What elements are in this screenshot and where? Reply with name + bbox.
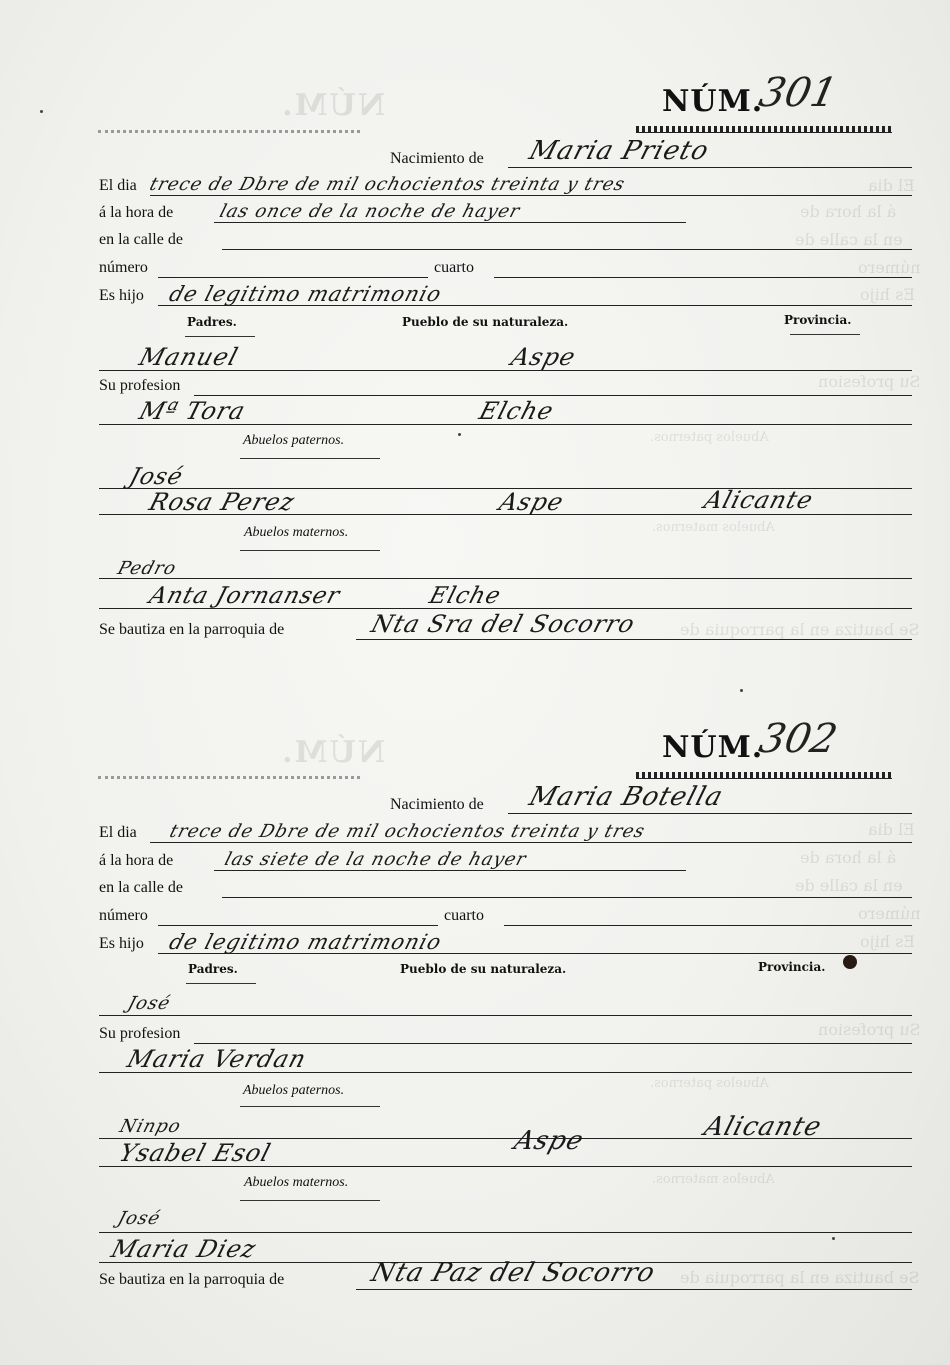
abuelo-p: José (126, 464, 187, 490)
hijo-label: Es hijo (99, 935, 144, 952)
abuelos-maternos-underline (240, 550, 380, 551)
madre-name: Maria Verdan (123, 1045, 310, 1073)
bleed-hijo-bottom: Es hijo (860, 932, 915, 951)
abuelo-m-line (99, 1232, 912, 1233)
cuarto-line (494, 277, 912, 278)
calle-label: en la calle de (99, 231, 183, 248)
abuela-p-provincia: Alicante (700, 486, 817, 514)
bleed-numero-bottom: número (858, 904, 921, 923)
el-dia-value: trece de Dbre de mil ochocientos treinta y tres (167, 821, 648, 842)
calle-line (222, 897, 912, 898)
col-padres: Padres. (187, 315, 237, 329)
nacimiento-line (508, 813, 912, 814)
record-num-underline (636, 772, 892, 779)
abuelos-paternos-underline (240, 1106, 380, 1107)
el-dia-label: El dia (99, 177, 137, 194)
record-num-label: NÚM. (662, 730, 764, 765)
abuelos-paternos-underline (240, 458, 380, 459)
calle-label: en la calle de (99, 879, 183, 896)
numero-label: número (99, 259, 148, 276)
record-num-label: NÚM. (662, 84, 764, 119)
bleed-num-bottom: NÚM. (280, 735, 386, 770)
abuelo-m-line (99, 578, 912, 579)
paper-speck (832, 1237, 835, 1240)
madre-pueblo: Elche (475, 397, 558, 425)
bautiza-line (356, 1289, 912, 1290)
bautiza-line (356, 639, 912, 640)
abuelo-p: Ninpo (117, 1116, 184, 1137)
cuarto-line (504, 925, 912, 926)
col-pueblo: Pueblo de su naturaleza. (402, 315, 569, 329)
abuelo-p-provincia: Alicante (700, 1112, 826, 1142)
paper-speck (458, 433, 461, 436)
record-dotted-separator (98, 130, 360, 133)
record-dotted-separator (98, 776, 360, 779)
abuela-m: Anta Jornanser (146, 583, 344, 609)
bleed-profesion-top: Su profesion (818, 372, 921, 391)
nacimiento-label: Nacimiento de (390, 150, 484, 167)
abuelos-maternos-label: Abuelos maternos. (244, 1175, 349, 1190)
bleed-maternos-top: Abuelos maternos. (652, 520, 775, 535)
abuelo-m: José (115, 1208, 164, 1229)
record-num-value: 302 (755, 716, 842, 762)
abuela-p-pueblo: Aspe (495, 488, 568, 516)
calle-line (222, 249, 912, 250)
padre-line (99, 1015, 912, 1016)
paper-speck (740, 689, 743, 692)
hijo-value: de legitimo matrimonio (166, 930, 445, 954)
col-pueblo: Pueblo de su naturaleza. (400, 962, 567, 976)
abuela-p: Ysabel Esol (115, 1139, 275, 1167)
ink-blot (843, 955, 857, 969)
bleed-calle-top: en la calle de (795, 230, 903, 249)
profesion-line (194, 1043, 912, 1044)
bleed-hora-bottom: á la hora de (800, 848, 897, 867)
bleed-el-dia-bottom: El dia (868, 820, 915, 839)
bautiza-label: Se bautiza en la parroquia de (99, 621, 285, 638)
abuelo-m: Pedro (115, 558, 180, 579)
abuelos-paternos-label: Abuelos paternos. (243, 433, 345, 448)
profesion-line (194, 395, 912, 396)
hora-label: á la hora de (99, 852, 174, 869)
col-provincia: Provincia. (784, 313, 852, 327)
abuela-m-pueblo: Elche (426, 583, 505, 609)
hora-value: las once de la noche de hayer (217, 201, 523, 222)
abuela-m: Maria Diez (107, 1235, 260, 1263)
col-padres: Padres. (188, 962, 238, 976)
hora-label: á la hora de (99, 204, 174, 221)
child-name: Maria Prieto (525, 136, 713, 166)
profesion-label: Su profesion (99, 1025, 181, 1042)
nacimiento-line (508, 167, 912, 168)
child-name: Maria Botella (525, 782, 727, 812)
padre-name: José (125, 993, 174, 1014)
bleed-paternos-top: Abuelos paternos. (650, 430, 769, 445)
el-dia-value: trece de Dbre de mil ochocientos treinta y tres (147, 174, 628, 195)
col-provincia: Provincia. (758, 960, 826, 974)
paper-speck (40, 110, 43, 113)
bautiza-label: Se bautiza en la parroquia de (99, 1271, 285, 1288)
bleed-numero-top: número (858, 258, 921, 277)
hora-value: las siete de la noche de hayer (222, 849, 530, 870)
record-num-value: 301 (755, 70, 842, 116)
bleed-hora-top: á la hora de (800, 202, 897, 221)
numero-line (158, 925, 438, 926)
abuelo-p-pueblo: Aspe (510, 1126, 588, 1156)
bleed-paternos-bottom: Abuelos paternos. (650, 1076, 769, 1091)
cuarto-label: cuarto (434, 259, 474, 276)
bleed-profesion-bottom: Su profesion (818, 1020, 921, 1039)
record-num-underline (636, 126, 892, 133)
bleed-bautiza-top: Se bautiza en la parroquia de (680, 620, 920, 639)
abuelos-paternos-label: Abuelos paternos. (243, 1083, 345, 1098)
bleed-bautiza-bottom: Se bautiza en la parroquia de (680, 1268, 920, 1287)
padre-pueblo: Aspe (507, 343, 580, 371)
numero-line (158, 277, 428, 278)
madre-name: Mª Tora (135, 397, 249, 425)
padres-underline (186, 983, 256, 984)
padre-name: Manuel (135, 343, 242, 371)
bleed-el-dia-top: El dia (868, 176, 915, 195)
bleed-num-top: NÚM. (280, 88, 386, 123)
bleed-maternos-bottom: Abuelos maternos. (652, 1172, 775, 1187)
hijo-label: Es hijo (99, 287, 144, 304)
bleed-calle-bottom: en la calle de (795, 876, 903, 895)
el-dia-label: El dia (99, 824, 137, 841)
nacimiento-label: Nacimiento de (390, 796, 484, 813)
padres-underline (185, 336, 255, 337)
parroquia: Nta Paz del Socorro (367, 1258, 659, 1288)
profesion-label: Su profesion (99, 377, 181, 394)
cuarto-label: cuarto (444, 907, 484, 924)
hijo-value: de legitimo matrimonio (166, 282, 445, 306)
numero-label: número (99, 907, 148, 924)
bleed-hijo-top: Es hijo (860, 285, 915, 304)
abuela-p: Rosa Perez (145, 488, 299, 516)
abuelos-maternos-label: Abuelos maternos. (244, 525, 349, 540)
provincia-underline (790, 334, 860, 335)
abuelos-maternos-underline (240, 1200, 380, 1201)
parroquia: Nta Sra del Socorro (367, 610, 639, 638)
